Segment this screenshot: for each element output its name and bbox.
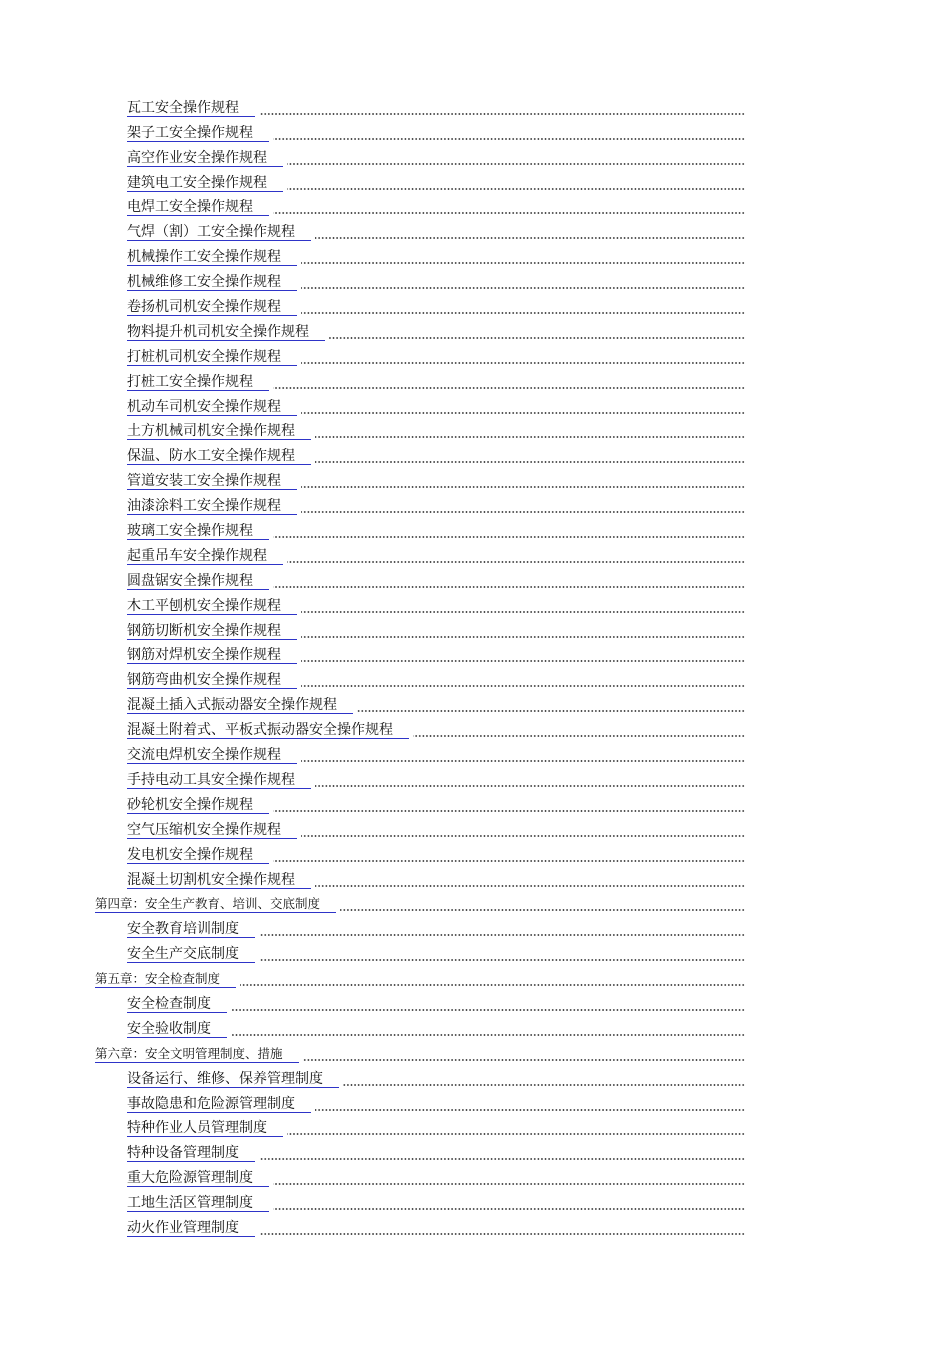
toc-entry-link[interactable]: 特种作业人员管理制度 [127,1120,283,1137]
dot-leader [301,760,745,762]
toc-entry[interactable] [0,595,950,620]
toc-entry[interactable] [0,197,950,222]
dot-leader [301,611,745,613]
toc-entry-link[interactable]: 木工平刨机安全操作规程 [127,598,297,615]
dot-leader [301,362,745,364]
toc-entry[interactable] [0,1093,950,1118]
dot-leader [329,337,745,339]
toc-entry-link[interactable]: 安全检查制度 [127,996,227,1013]
dot-leader [413,735,745,737]
toc-entry[interactable] [0,694,950,719]
dot-leader [287,163,745,165]
toc-entry[interactable] [0,246,950,271]
toc-entry[interactable] [0,1068,950,1093]
toc-entry-link[interactable]: 瓦工安全操作规程 [127,100,255,117]
dot-leader [301,835,745,837]
toc-entry[interactable] [0,147,950,172]
dot-leader [315,461,745,463]
toc-chapter-entry[interactable] [0,894,950,919]
toc-entry-link[interactable]: 打桩工安全操作规程 [127,374,269,391]
toc-entry-link[interactable]: 管道安装工安全操作规程 [127,473,297,490]
table-of-contents [0,97,950,1242]
dot-leader [273,586,745,588]
dot-leader [259,113,745,115]
dot-leader [273,1183,745,1185]
toc-entry-link[interactable]: 发电机安全操作规程 [127,847,269,864]
dot-leader [259,959,745,961]
dot-leader [301,511,745,513]
toc-chapter-link[interactable]: 第四章：安全生产教育、培训、交底制度 [95,896,336,913]
dot-leader [231,1009,745,1011]
toc-entry[interactable] [0,296,950,321]
toc-entry[interactable] [0,918,950,943]
toc-entry[interactable] [0,321,950,346]
toc-entry-link[interactable]: 起重吊车安全操作规程 [127,548,283,565]
toc-entry[interactable] [0,769,950,794]
toc-entry-link[interactable]: 玻璃工安全操作规程 [127,523,269,540]
toc-entry[interactable] [0,645,950,670]
dot-leader [301,660,745,662]
dot-leader [273,536,745,538]
toc-entry-link[interactable]: 动火作业管理制度 [127,1220,255,1237]
toc-chapter-entry[interactable] [0,968,950,993]
toc-entry-link[interactable]: 钢筋弯曲机安全操作规程 [127,672,297,689]
toc-entry[interactable] [0,570,950,595]
dot-leader [273,138,745,140]
dot-leader [259,934,745,936]
toc-entry-link[interactable]: 建筑电工安全操作规程 [127,175,283,192]
toc-entry[interactable] [0,869,950,894]
toc-entry-link[interactable]: 空气压缩机安全操作规程 [127,822,297,839]
dot-leader [315,1109,745,1111]
toc-entry[interactable] [0,669,950,694]
toc-entry[interactable] [0,495,950,520]
toc-entry-link[interactable]: 油漆涂料工安全操作规程 [127,498,297,515]
toc-entry-link[interactable]: 架子工安全操作规程 [127,125,269,142]
toc-entry[interactable] [0,1167,950,1192]
toc-entry-link[interactable]: 安全生产交底制度 [127,946,255,963]
dot-leader [301,312,745,314]
toc-entry-link[interactable]: 重大危险源管理制度 [127,1170,269,1187]
toc-entry[interactable] [0,371,950,396]
toc-entry-link[interactable]: 气焊（割）工安全操作规程 [127,224,311,241]
toc-chapter-link[interactable]: 第五章：安全检查制度 [95,971,236,988]
toc-entry-link[interactable]: 事故隐患和危险源管理制度 [127,1096,311,1113]
toc-entry[interactable] [0,396,950,421]
dot-leader [301,685,745,687]
toc-entry-link[interactable]: 安全验收制度 [127,1021,227,1038]
toc-entry-link[interactable]: 物料提升机司机安全操作规程 [127,324,325,341]
toc-entry[interactable] [0,221,950,246]
toc-entry-link[interactable]: 设备运行、维修、保养管理制度 [127,1071,339,1088]
toc-entry[interactable] [0,844,950,869]
toc-entry[interactable] [0,122,950,147]
dot-leader [315,237,745,239]
toc-entry[interactable] [0,744,950,769]
toc-entry[interactable] [0,470,950,495]
dot-leader [340,909,745,911]
toc-chapter-entry[interactable] [0,1043,950,1068]
toc-entry[interactable] [0,794,950,819]
dot-leader [301,636,745,638]
toc-entry[interactable] [0,97,950,122]
toc-entry[interactable] [0,719,950,744]
toc-entry-link[interactable]: 手持电动工具安全操作规程 [127,772,311,789]
dot-leader [273,810,745,812]
toc-entry[interactable] [0,1018,950,1043]
toc-entry-link[interactable]: 机动车司机安全操作规程 [127,399,297,416]
toc-entry[interactable] [0,943,950,968]
dot-leader [287,1133,745,1135]
toc-entry-link[interactable]: 保温、防水工安全操作规程 [127,448,311,465]
toc-entry[interactable] [0,1217,950,1242]
dot-leader [287,561,745,563]
toc-entry-link[interactable]: 钢筋切断机安全操作规程 [127,623,297,640]
toc-entry[interactable] [0,346,950,371]
dot-leader [231,1034,745,1036]
toc-entry[interactable] [0,271,950,296]
dot-leader [273,212,745,214]
dot-leader [287,188,745,190]
toc-chapter-link[interactable]: 第六章：安全文明管理制度、措施 [95,1046,299,1063]
toc-entry-link[interactable]: 打桩机司机安全操作规程 [127,349,297,366]
toc-entry[interactable] [0,520,950,545]
dot-leader [301,486,745,488]
toc-entry-link[interactable]: 机械维修工安全操作规程 [127,274,297,291]
toc-entry-link[interactable]: 混凝土插入式振动器安全操作规程 [127,697,353,714]
dot-leader [273,387,745,389]
dot-leader [357,710,745,712]
toc-entry[interactable] [0,1192,950,1217]
toc-entry-link[interactable]: 安全教育培训制度 [127,921,255,938]
toc-entry-link[interactable]: 交流电焊机安全操作规程 [127,747,297,764]
toc-entry[interactable] [0,545,950,570]
toc-entry-link[interactable]: 混凝土附着式、平板式振动器安全操作规程 [127,722,409,739]
dot-leader [315,436,745,438]
toc-entry-link[interactable]: 机械操作工安全操作规程 [127,249,297,266]
toc-entry-link[interactable]: 特种设备管理制度 [127,1145,255,1162]
dot-leader [343,1084,745,1086]
dot-leader [259,1158,745,1160]
toc-entry-link[interactable]: 工地生活区管理制度 [127,1195,269,1212]
dot-leader [301,412,745,414]
toc-entry[interactable] [0,1118,950,1143]
toc-entry-link[interactable]: 土方机械司机安全操作规程 [127,423,311,440]
toc-entry[interactable] [0,445,950,470]
toc-entry[interactable] [0,1142,950,1167]
toc-entry[interactable] [0,819,950,844]
toc-entry-link[interactable]: 砂轮机安全操作规程 [127,797,269,814]
dot-leader [303,1059,745,1061]
dot-leader [301,287,745,289]
dot-leader [273,1208,745,1210]
toc-entry-link[interactable]: 圆盘锯安全操作规程 [127,573,269,590]
toc-entry[interactable] [0,172,950,197]
toc-entry-link[interactable]: 钢筋对焊机安全操作规程 [127,647,297,664]
dot-leader [315,785,745,787]
toc-entry-link[interactable]: 高空作业安全操作规程 [127,150,283,167]
dot-leader [301,262,745,264]
dot-leader [240,984,745,986]
dot-leader [273,860,745,862]
toc-entry-link[interactable]: 混凝土切割机安全操作规程 [127,872,311,889]
dot-leader [315,885,745,887]
dot-leader [259,1233,745,1235]
toc-entry[interactable] [0,620,950,645]
toc-entry-link[interactable]: 电焊工安全操作规程 [127,199,269,216]
toc-entry[interactable] [0,993,950,1018]
toc-entry[interactable] [0,421,950,446]
toc-entry-link[interactable]: 卷扬机司机安全操作规程 [127,299,297,316]
